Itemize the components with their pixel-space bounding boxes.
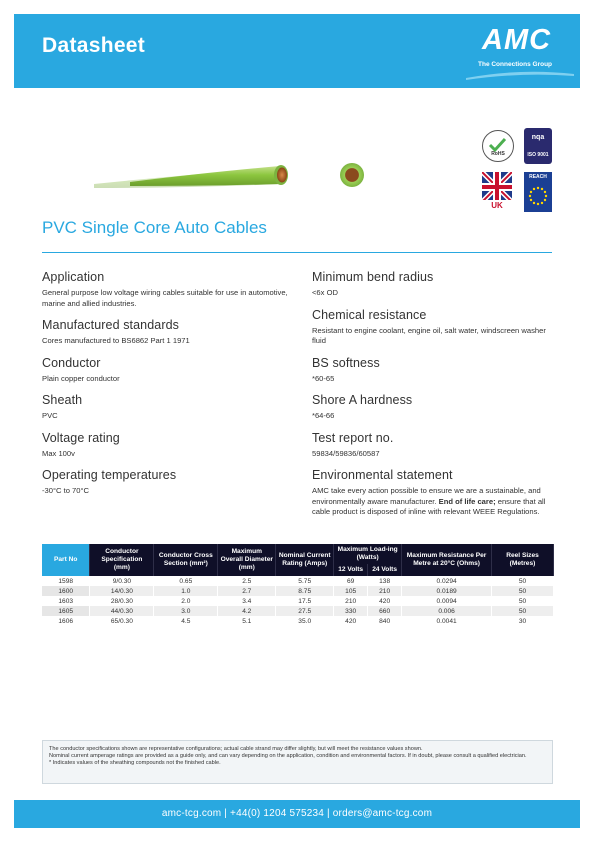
title-divider [42,252,552,253]
cable-illustration [90,150,390,202]
spec-minimum-bend-radius [312,270,560,299]
spec-text: Cores manufactured to BS6862 Part 1 1971 [42,336,190,345]
header-reel-sizes: Reel Sizes (Metres) [492,544,554,576]
spec-environmental-statement [312,468,560,518]
uk-badge [482,172,512,212]
cell-cross-section: 0.65 [154,576,218,586]
cell-12-volts: 330 [334,606,368,616]
header-cross-section: Conductor Cross Section (mm²) [154,544,218,576]
cell-current-rating: 35.0 [276,616,334,626]
cell-part-no: 1598 [42,576,90,586]
spec-text: *60-65 [312,373,335,383]
cell-conductor-spec: 9/0.30 [90,576,154,586]
cell-part-no: 1606 [42,616,90,626]
cell-max-resistance: 0.0294 [402,576,492,586]
spec-text: -30°C to 70°C [42,486,90,495]
env-text-after: ensure that all cable product is disposed of inline with relevant WEEE Regulations. [312,496,546,516]
cell-conductor-spec: 14/0.30 [90,586,154,596]
reach-label: REACH [529,174,547,180]
cell-conductor-spec: 28/0.30 [90,596,154,606]
cell-24-volts: 210 [368,586,402,596]
spec-text: Max 100v [42,448,75,458]
spec-test-report [312,431,560,460]
spec-text: *64-66 [312,411,335,420]
env-text-bold: End of life care; [438,496,496,506]
cell-reel-size: 50 [492,596,554,606]
spec-heading: Sheath [42,393,83,407]
spec-text: General purpose low voltage wiring cables suitable for use in automotive, marine and allied industries. [42,288,288,308]
cell-current-rating: 8.75 [276,586,334,596]
header-24-volts: 24 Volts [368,564,402,576]
logo-text: AMC [482,24,552,56]
header-banner [14,14,580,88]
table-header-row [42,544,554,564]
nqa-label: nqa [531,134,545,141]
header-max-resistance: Maximum Resistance Per Metre at 20°C (Ohms) [402,544,492,576]
env-text-before: AMC take every action possible to ensure we are a sustainable, and environmentally aware manufacturer. [312,486,541,506]
rohs-label: RoHS [491,151,505,157]
iso-9001-badge [524,128,552,164]
spec-manufactured-standards [42,318,290,347]
cell-24-volts: 138 [368,576,402,586]
cell-24-volts: 420 [368,596,402,606]
cell-max-diameter: 2.7 [218,586,276,596]
eu-stars-icon [524,182,552,210]
cell-part-no: 1605 [42,606,90,616]
header-12-volts: 12 Volts [334,564,368,576]
spec-heading: Minimum bend radius [312,270,434,284]
spec-heading: Test report no. [312,430,394,445]
cell-24-volts: 840 [368,616,402,626]
uk-label: UK [482,200,512,212]
spec-sheath [42,393,290,422]
spec-heading: Shore A hardness [312,393,413,407]
notes-box [42,740,553,784]
note-sheathing: * Indicates values of the sheathing compounds not the finished cable. [49,760,221,766]
cell-max-resistance: 0.0094 [402,596,492,606]
cell-reel-size: 50 [492,586,554,596]
cell-12-volts: 210 [334,596,368,606]
cell-part-no: 1600 [42,586,90,596]
spec-bs-softness [312,356,560,385]
spec-voltage-rating [42,431,290,460]
cell-part-no: 1603 [42,596,90,606]
header-current-rating: Nominal Current Rating (Amps) [276,544,334,576]
cell-max-diameter: 2.5 [218,576,276,586]
table-row [42,576,554,586]
header-max-loading: Maximum Load-ing (Watts) [334,544,402,564]
spec-text: Plain copper conductor [42,373,120,383]
cell-reel-size: 50 [492,606,554,616]
spec-text: PVC [42,411,58,420]
cell-reel-size: 30 [492,616,554,626]
table-row [42,596,554,606]
note-conductor: The conductor specifications shown are representative configurations; actual cable strand may differ slightly, but will meet the resistance values shown. [49,746,423,752]
header-conductor-spec: Conductor Specification (mm) [90,544,154,576]
note-amperage: Nominal current amperage ratings are provided as a guide only, and can vary depending on the application, condition and environmental factors. If in doubt, please consult a qualified electrician. [49,753,527,759]
amc-logo [466,22,574,80]
spec-shore-a-hardness [312,393,560,422]
page-title: Datasheet [42,34,146,57]
spec-conductor [42,356,290,385]
reach-badge [524,172,552,212]
spec-table [42,544,554,626]
spec-heading: Operating temperatures [42,468,177,482]
cell-max-resistance: 0.006 [402,606,492,616]
iso-label: ISO 9001 [527,152,549,158]
cell-cross-section: 1.0 [154,586,218,596]
spec-heading: Voltage rating [42,430,120,445]
table-row [42,616,554,626]
spec-heading: BS softness [312,355,380,370]
cell-12-volts: 69 [334,576,368,586]
cell-current-rating: 5.75 [276,576,334,586]
spec-text: <6x OD [312,288,338,297]
cell-max-resistance: 0.0041 [402,616,492,626]
union-flag-icon [482,172,512,202]
cell-reel-size: 50 [492,576,554,586]
cell-24-volts: 660 [368,606,402,616]
spec-operating-temperatures [42,468,290,497]
specs-left-column [42,270,290,506]
cell-cross-section: 3.0 [154,606,218,616]
cell-current-rating: 27.5 [276,606,334,616]
product-title: PVC Single Core Auto Cables [42,218,267,237]
cell-conductor-spec: 44/0.30 [90,606,154,616]
logo-tagline: The Connections Group [478,61,553,68]
cell-max-resistance: 0.0189 [402,586,492,596]
cell-max-diameter: 5.1 [218,616,276,626]
spec-text [312,486,560,518]
certification-badges [480,128,560,218]
logo-swoosh [466,70,574,80]
cell-12-volts: 420 [334,616,368,626]
spec-heading: Environmental statement [312,468,453,482]
header-max-diameter: Maximum Overall Diameter (mm) [218,544,276,576]
spec-heading: Manufactured standards [42,318,180,332]
cell-cross-section: 2.0 [154,596,218,606]
specs-right-column [312,270,560,527]
rohs-badge [482,130,514,162]
spec-heading: Conductor [42,355,101,370]
spec-chemical-resistance [312,308,560,347]
header-part-no: Part No [42,544,90,576]
table-row [42,606,554,616]
footer-contact-bar: amc-tcg.com | +44(0) 1204 575234 | orders@amc-tcg.com [14,800,580,828]
cell-conductor-spec: 65/0.30 [90,616,154,626]
cell-current-rating: 17.5 [276,596,334,606]
cell-12-volts: 105 [334,586,368,596]
spec-text: 59834/59836/60587 [312,448,380,458]
spec-application [42,270,290,309]
spec-text: Resistant to engine coolant, engine oil, salt water, windscreen washer fluid [312,325,546,345]
spec-heading: Chemical resistance [312,307,427,322]
cell-max-diameter: 3.4 [218,596,276,606]
table-row [42,586,554,596]
cell-max-diameter: 4.2 [218,606,276,616]
cell-cross-section: 4.5 [154,616,218,626]
spec-heading: Application [42,270,105,284]
spec-table-container [42,544,554,626]
